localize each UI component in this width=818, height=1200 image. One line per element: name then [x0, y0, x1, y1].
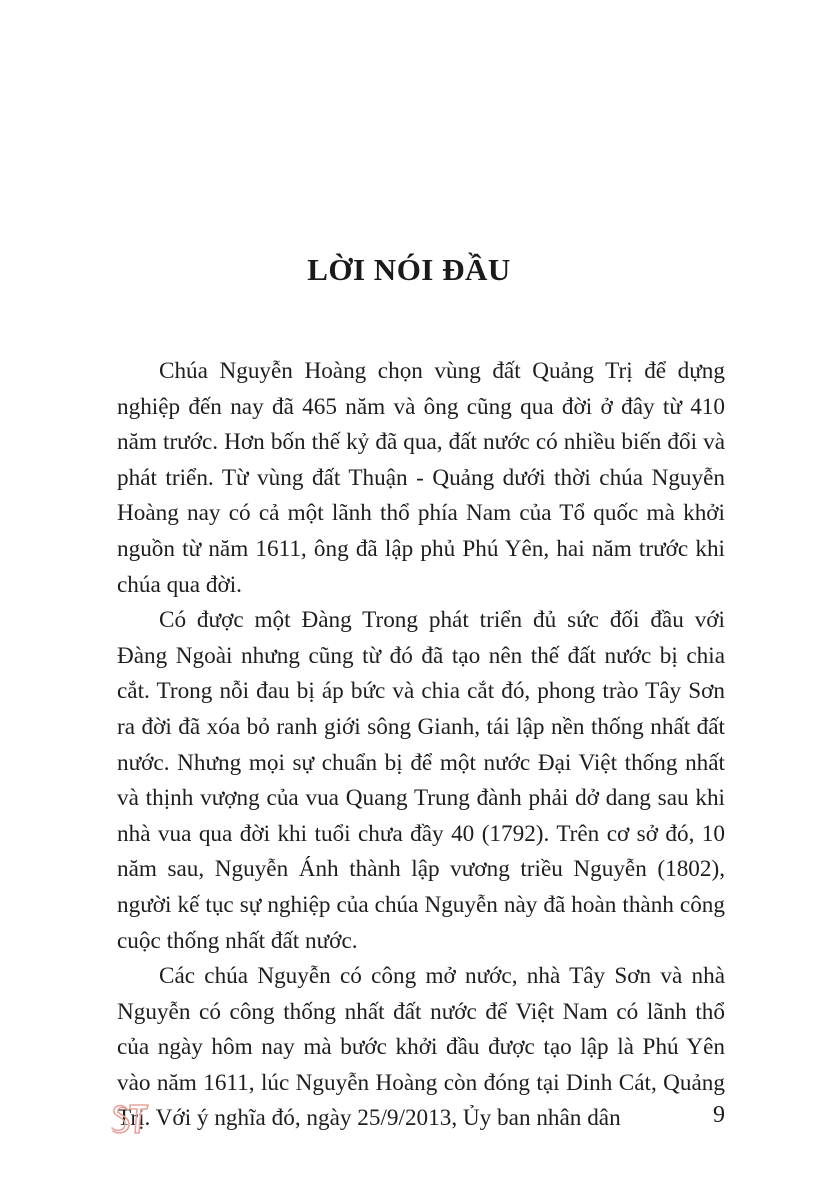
page-title: LỜI NÓI ĐẦU [307, 252, 511, 287]
paragraph-1: Chúa Nguyễn Hoàng chọn vùng đất Quảng Trị để dựng nghiệp đến nay đã 465 năm và ông cũng qua đời ở đây từ 410 năm trước. Hơn bốn thế kỷ đã qua, đất nước có nhiều biến đổi và phát triển. Từ vùng đất Thuận - Quảng dưới thời chúa Nguyễn Hoàng nay có cả một lãnh thổ phía Nam của Tổ quốc mà khởi nguồn từ năm 1611, ông đã lập phủ Phú Yên, hai năm trước khi chúa qua đời. [117, 358, 725, 598]
paragraph-3: Các chúa Nguyễn có công mở nước, nhà Tây Sơn và nhà Nguyễn có công thống nhất đất nước để Việt Nam có lãnh thổ của ngày hôm nay mà bước khởi đầu được tạo lập là Phú Yên vào năm 1611, lúc Nguyễn Hoàng còn đóng tại Dinh Cát, Quảng Trị. Với ý nghĩa đó, ngày 25/9/2013, Ủy ban nhân dân [117, 963, 725, 1132]
page-number: 9 [713, 1102, 725, 1128]
body-text [117, 354, 725, 1137]
publisher-logo-icon [110, 1100, 150, 1138]
paragraph-2: Có được một Đàng Trong phát triển đủ sức đối đầu với Đàng Ngoài nhưng cũng từ đó đã tạo nên thế đất nước bị chia cắt. Trong nỗi đau bị áp bức và chia cắt đó, phong trào Tây Sơn ra đời đã xóa bỏ ranh giới sông Gianh, tái lập nền thống nhất đất nước. Nhưng mọi sự chuẩn bị để một nước Đại Việt thống nhất và thịnh vượng của vua Quang Trung đành phải dở dang sau khi nhà vua qua đời khi tuổi chưa đầy 40 (1792). Trên cơ sở đó, 10 năm sau, Nguyễn Ánh thành lập vương triều Nguyễn (1802), người kế tục sự nghiệp của chúa Nguyễn này đã hoàn thành công cuộc thống nhất đất nước. [117, 607, 725, 954]
